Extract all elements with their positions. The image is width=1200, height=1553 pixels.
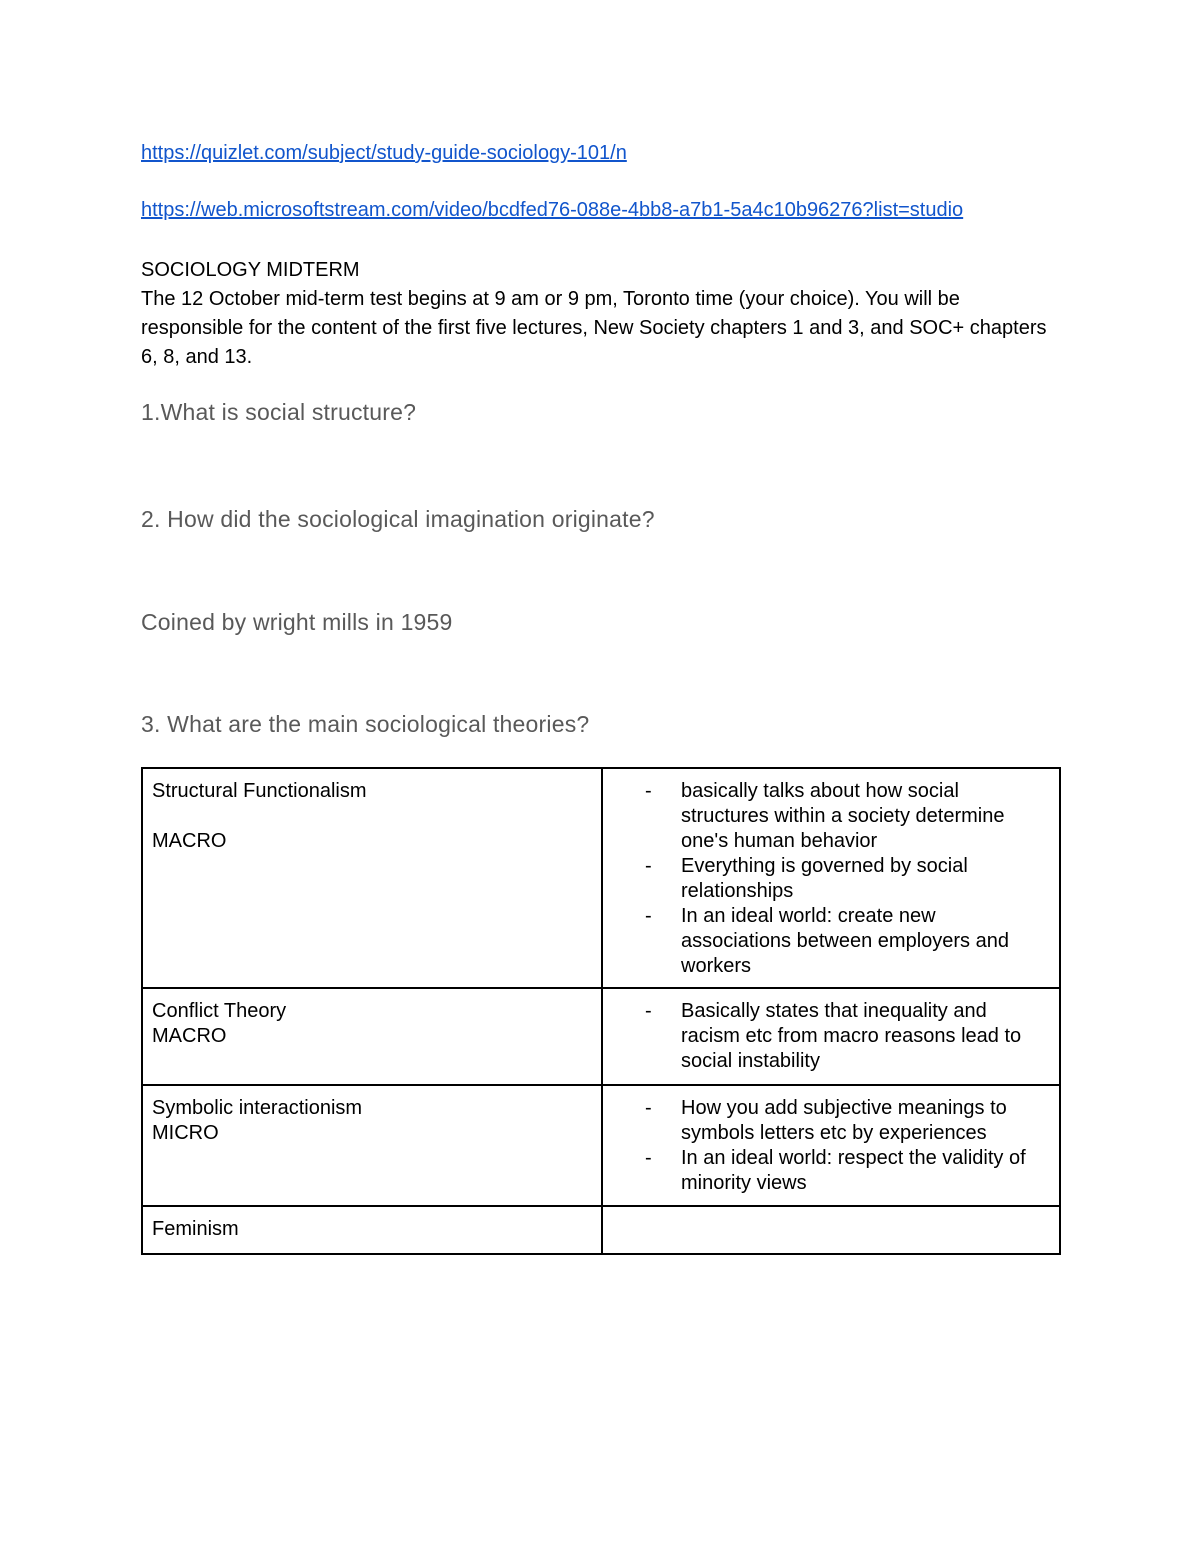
theory-cell xyxy=(142,988,602,1085)
theories-table xyxy=(141,767,1061,1255)
list-item xyxy=(645,999,1049,1074)
list-item xyxy=(645,1096,1049,1146)
bullet-text: In an ideal world: create new associations between employers and workers xyxy=(681,905,1009,977)
dash-bullet: - xyxy=(645,1097,652,1119)
theory-name: Feminism xyxy=(152,1218,239,1240)
table-row xyxy=(142,1085,1060,1206)
list-item xyxy=(645,904,1049,979)
dash-bullet: - xyxy=(645,855,652,877)
bullet-text: Everything is governed by social relationships xyxy=(681,855,968,902)
dash-bullet: - xyxy=(645,1147,652,1169)
theory-name: Structural Functionalism xyxy=(152,780,367,802)
theory-scale: MICRO xyxy=(152,1122,219,1144)
bullet-list xyxy=(645,999,1049,1074)
table-row xyxy=(142,768,1060,988)
description-cell xyxy=(602,988,1060,1085)
midterm-info xyxy=(141,256,1051,372)
question-2: 2. How did the sociological imagination originate? xyxy=(141,506,655,532)
spacer xyxy=(152,804,593,829)
question-3: 3. What are the main sociological theories? xyxy=(141,711,590,737)
description-cell xyxy=(602,768,1060,988)
theory-cell xyxy=(142,768,602,988)
bullet-text: In an ideal world: respect the validity of minority views xyxy=(681,1147,1026,1194)
list-item xyxy=(645,1146,1049,1196)
bullet-list xyxy=(645,1096,1049,1196)
answer-2: Coined by wright mills in 1959 xyxy=(141,609,453,635)
theory-scale: MACRO xyxy=(152,830,227,852)
theory-name: Conflict Theory xyxy=(152,1000,287,1022)
dash-bullet: - xyxy=(645,780,652,802)
dash-bullet: - xyxy=(645,905,652,927)
table-row xyxy=(142,1206,1060,1254)
theory-name: Symbolic interactionism xyxy=(152,1097,363,1119)
list-item xyxy=(645,854,1049,904)
list-item xyxy=(645,779,1049,854)
dash-bullet: - xyxy=(645,1000,652,1022)
table-row xyxy=(142,988,1060,1085)
bullet-text: basically talks about how social structures within a society determine one's human behavior xyxy=(681,780,1005,852)
description-cell xyxy=(602,1085,1060,1206)
bullet-text: Basically states that inequality and racism etc from macro reasons lead to social instability xyxy=(681,1000,1022,1072)
question-1: 1.What is social structure? xyxy=(141,399,417,425)
midterm-title: SOCIOLOGY MIDTERM xyxy=(141,259,360,281)
description-cell xyxy=(602,1206,1060,1254)
quizlet-link[interactable]: https://quizlet.com/subject/study-guide-sociology-101/n xyxy=(141,142,627,164)
bullet-list xyxy=(645,779,1049,979)
midterm-description: The 12 October mid-term test begins at 9 am or 9 pm, Toronto time (your choice). You will be responsible for the content of the first five lectures, New Society chapters 1 and 3, and SOC+ chapters 6, 8, and 13. xyxy=(141,288,1047,368)
theory-cell xyxy=(142,1206,602,1254)
theory-cell xyxy=(142,1085,602,1206)
microsoftstream-link[interactable]: https://web.microsoftstream.com/video/bcdfed76-088e-4bb8-a7b1-5a4c10b96276?list=studio xyxy=(141,199,964,221)
theory-scale: MACRO xyxy=(152,1025,227,1047)
bullet-text: How you add subjective meanings to symbols letters etc by experiences xyxy=(681,1097,1007,1144)
